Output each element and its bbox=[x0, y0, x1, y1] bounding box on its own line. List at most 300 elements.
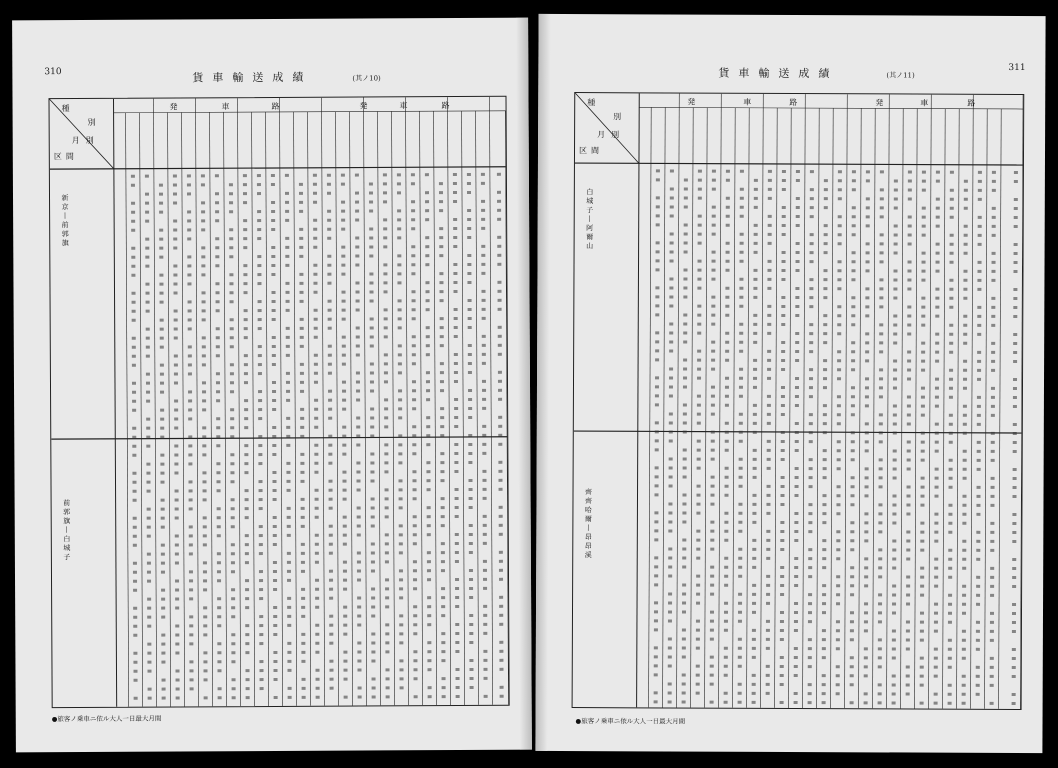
figure-mark bbox=[990, 639, 994, 642]
figure-mark bbox=[782, 251, 786, 254]
group-header: 路 bbox=[967, 98, 976, 108]
figure-mark bbox=[697, 359, 701, 362]
figure-mark bbox=[176, 687, 180, 690]
figure-mark bbox=[132, 292, 136, 295]
figure-mark bbox=[469, 533, 473, 536]
figure-mark bbox=[990, 522, 994, 525]
figure-mark bbox=[468, 443, 472, 446]
figure-mark bbox=[385, 650, 389, 653]
group-header: 車 bbox=[920, 98, 929, 108]
figure-mark bbox=[738, 566, 742, 569]
figure-mark bbox=[824, 197, 828, 200]
figure-mark bbox=[467, 227, 471, 230]
figure-mark bbox=[753, 476, 757, 479]
column-rule bbox=[747, 108, 750, 708]
figure-mark bbox=[356, 435, 360, 438]
figure-mark bbox=[668, 592, 672, 595]
figure-mark bbox=[398, 416, 402, 419]
figure-mark bbox=[794, 575, 798, 578]
figure-mark bbox=[795, 341, 799, 344]
column-rule bbox=[789, 108, 792, 708]
figure-mark bbox=[146, 310, 150, 313]
figure-mark bbox=[272, 426, 276, 429]
figure-mark bbox=[766, 665, 770, 668]
figure-mark bbox=[907, 333, 911, 336]
figure-mark bbox=[202, 444, 206, 447]
figure-mark bbox=[343, 570, 347, 573]
figure-mark bbox=[935, 270, 939, 273]
figure-mark bbox=[669, 277, 673, 280]
figure-mark bbox=[794, 611, 798, 614]
figure-mark bbox=[188, 444, 192, 447]
figure-mark bbox=[369, 272, 373, 275]
figure-mark bbox=[413, 578, 417, 581]
figure-mark bbox=[753, 458, 757, 461]
figure-mark bbox=[865, 296, 869, 299]
figure-mark bbox=[696, 512, 700, 515]
figure-mark bbox=[285, 210, 289, 213]
figure-mark bbox=[175, 579, 179, 582]
figure-mark bbox=[481, 218, 485, 221]
figure-mark bbox=[441, 632, 445, 635]
figure-mark bbox=[370, 479, 374, 482]
figure-mark bbox=[935, 441, 939, 444]
figure-mark bbox=[173, 237, 177, 240]
figure-mark bbox=[399, 533, 403, 536]
figure-mark bbox=[850, 674, 854, 677]
figure-mark bbox=[300, 426, 304, 429]
figure-mark bbox=[921, 486, 925, 489]
figure-mark bbox=[850, 665, 854, 668]
figure-mark bbox=[738, 665, 742, 668]
figure-mark bbox=[977, 441, 981, 444]
figure-mark bbox=[272, 309, 276, 312]
figure-mark bbox=[683, 458, 687, 461]
figure-mark bbox=[497, 245, 501, 248]
figure-mark bbox=[483, 632, 487, 635]
figure-mark bbox=[439, 245, 443, 248]
figure-mark bbox=[244, 399, 248, 402]
figure-mark bbox=[440, 344, 444, 347]
figure-mark bbox=[752, 656, 756, 659]
figure-mark bbox=[161, 517, 165, 520]
figure-mark bbox=[468, 362, 472, 365]
figure-mark bbox=[837, 467, 841, 470]
figure-mark bbox=[795, 269, 799, 272]
figure-mark bbox=[948, 621, 952, 624]
figure-mark bbox=[147, 508, 151, 511]
figure-mark bbox=[397, 182, 401, 185]
figure-mark bbox=[740, 251, 744, 254]
figure-mark bbox=[934, 576, 938, 579]
figure-mark bbox=[131, 220, 135, 223]
figure-mark bbox=[711, 278, 715, 281]
figure-mark bbox=[358, 687, 362, 690]
figure-mark bbox=[329, 570, 333, 573]
figure-mark bbox=[425, 263, 429, 266]
figure-mark bbox=[949, 387, 953, 390]
figure-mark bbox=[469, 596, 473, 599]
figure-mark bbox=[313, 246, 317, 249]
figure-mark bbox=[243, 246, 247, 249]
figure-mark bbox=[146, 292, 150, 295]
column-rule bbox=[476, 111, 479, 705]
figure-mark bbox=[964, 234, 968, 237]
figure-mark bbox=[427, 533, 431, 536]
figure-mark bbox=[217, 570, 221, 573]
figure-mark bbox=[173, 273, 177, 276]
figure-mark bbox=[908, 261, 912, 264]
figure-mark bbox=[160, 364, 164, 367]
figure-mark bbox=[963, 324, 967, 327]
figure-mark bbox=[202, 453, 206, 456]
figure-mark bbox=[258, 354, 262, 357]
figure-mark bbox=[411, 218, 415, 221]
column-rule bbox=[705, 108, 708, 708]
figure-mark bbox=[837, 314, 841, 317]
page-number: 311 bbox=[1008, 62, 1026, 74]
figure-mark bbox=[837, 269, 841, 272]
figure-mark bbox=[286, 471, 290, 474]
figure-mark bbox=[684, 251, 688, 254]
figure-mark bbox=[782, 233, 786, 236]
figure-mark bbox=[356, 291, 360, 294]
figure-mark bbox=[920, 549, 924, 552]
figure-mark bbox=[948, 648, 952, 651]
figure-mark bbox=[795, 287, 799, 290]
group-header: 路 bbox=[271, 101, 280, 111]
figure-mark bbox=[244, 381, 248, 384]
figure-mark bbox=[343, 489, 347, 492]
figure-mark bbox=[245, 561, 249, 564]
figure-mark bbox=[697, 278, 701, 281]
figure-mark bbox=[976, 648, 980, 651]
figure-mark bbox=[977, 468, 981, 471]
figure-mark bbox=[328, 390, 332, 393]
figure-mark bbox=[935, 450, 939, 453]
figure-mark bbox=[669, 439, 673, 442]
figure-mark bbox=[455, 650, 459, 653]
figure-mark bbox=[217, 669, 221, 672]
figure-mark bbox=[481, 272, 485, 275]
figure-mark bbox=[948, 639, 952, 642]
figure-mark bbox=[794, 620, 798, 623]
figure-mark bbox=[271, 174, 275, 177]
figure-mark bbox=[356, 336, 360, 339]
figure-mark bbox=[371, 515, 375, 518]
figure-mark bbox=[161, 643, 165, 646]
figure-mark bbox=[921, 270, 925, 273]
column-rule bbox=[224, 112, 227, 706]
figure-mark bbox=[499, 515, 503, 518]
figure-mark bbox=[385, 542, 389, 545]
figure-mark bbox=[273, 624, 277, 627]
figure-mark bbox=[203, 570, 207, 573]
figure-mark bbox=[963, 297, 967, 300]
figure-mark bbox=[497, 281, 501, 284]
figure-mark bbox=[243, 183, 247, 186]
figure-mark bbox=[753, 422, 757, 425]
figure-mark bbox=[327, 192, 331, 195]
figure-mark bbox=[203, 579, 207, 582]
figure-mark bbox=[202, 435, 206, 438]
figure-mark bbox=[894, 206, 898, 209]
column-rule bbox=[817, 108, 820, 708]
figure-mark bbox=[245, 651, 249, 654]
figure-mark bbox=[752, 683, 756, 686]
figure-mark bbox=[1012, 612, 1016, 615]
figure-mark bbox=[836, 647, 840, 650]
figure-mark bbox=[922, 252, 926, 255]
figure-mark bbox=[991, 459, 995, 462]
figure-mark bbox=[273, 516, 277, 519]
figure-mark bbox=[159, 274, 163, 277]
figure-mark bbox=[738, 557, 742, 560]
figure-mark bbox=[668, 511, 672, 514]
figure-mark bbox=[878, 656, 882, 659]
figure-mark bbox=[809, 287, 813, 290]
figure-mark bbox=[907, 495, 911, 498]
figure-mark bbox=[384, 380, 388, 383]
figure-mark bbox=[767, 449, 771, 452]
figure-mark bbox=[808, 557, 812, 560]
figure-mark bbox=[865, 395, 869, 398]
figure-mark bbox=[725, 377, 729, 380]
figure-mark bbox=[850, 548, 854, 551]
figure-mark bbox=[356, 480, 360, 483]
figure-mark bbox=[696, 530, 700, 533]
figure-mark bbox=[654, 673, 658, 676]
figure-mark bbox=[357, 534, 361, 537]
figure-mark bbox=[837, 440, 841, 443]
figure-mark bbox=[161, 652, 165, 655]
figure-mark bbox=[752, 647, 756, 650]
figure-mark bbox=[356, 426, 360, 429]
figure-mark bbox=[836, 593, 840, 596]
figure-mark bbox=[469, 506, 473, 509]
figure-mark bbox=[412, 452, 416, 455]
figure-mark bbox=[697, 332, 701, 335]
figure-mark bbox=[188, 372, 192, 375]
figure-mark bbox=[203, 543, 207, 546]
figure-mark bbox=[441, 569, 445, 572]
figure-mark bbox=[187, 264, 191, 267]
figure-mark bbox=[230, 390, 234, 393]
figure-mark bbox=[655, 349, 659, 352]
figure-mark bbox=[244, 453, 248, 456]
figure-mark bbox=[481, 254, 485, 257]
figure-mark bbox=[864, 566, 868, 569]
figure-mark bbox=[426, 326, 430, 329]
figure-mark bbox=[725, 359, 729, 362]
section-label: 白城子—阿爾山 bbox=[585, 188, 594, 252]
figure-mark bbox=[794, 521, 798, 524]
figure-mark bbox=[698, 233, 702, 236]
figure-mark bbox=[668, 520, 672, 523]
figure-mark bbox=[823, 458, 827, 461]
figure-mark bbox=[131, 184, 135, 187]
figure-mark bbox=[880, 197, 884, 200]
figure-mark bbox=[822, 566, 826, 569]
column-rule bbox=[378, 111, 381, 705]
figure-mark bbox=[313, 174, 317, 177]
figure-mark bbox=[327, 174, 331, 177]
figure-mark bbox=[286, 417, 290, 420]
figure-mark bbox=[425, 254, 429, 257]
figure-mark bbox=[174, 372, 178, 375]
column-rule bbox=[462, 111, 465, 705]
figure-mark bbox=[935, 432, 939, 435]
figure-mark bbox=[990, 504, 994, 507]
figure-mark bbox=[670, 259, 674, 262]
figure-mark bbox=[921, 405, 925, 408]
figure-mark bbox=[809, 458, 813, 461]
figure-mark bbox=[920, 531, 924, 534]
figure-mark bbox=[823, 314, 827, 317]
figure-mark bbox=[991, 306, 995, 309]
figure-mark bbox=[936, 261, 940, 264]
figure-mark bbox=[936, 225, 940, 228]
figure-mark bbox=[386, 686, 390, 689]
figure-mark bbox=[710, 638, 714, 641]
figure-mark bbox=[837, 287, 841, 290]
figure-mark bbox=[864, 530, 868, 533]
figure-mark bbox=[682, 674, 686, 677]
figure-mark bbox=[441, 641, 445, 644]
figure-mark bbox=[683, 404, 687, 407]
figure-mark bbox=[893, 413, 897, 416]
figure-mark bbox=[866, 206, 870, 209]
figure-mark bbox=[838, 170, 842, 173]
figure-mark bbox=[907, 378, 911, 381]
figure-mark bbox=[315, 552, 319, 555]
figure-mark bbox=[851, 323, 855, 326]
figure-mark bbox=[990, 657, 994, 660]
group-header: 発 bbox=[687, 97, 696, 107]
figure-mark bbox=[739, 467, 743, 470]
figure-mark bbox=[697, 458, 701, 461]
figure-mark bbox=[976, 621, 980, 624]
figure-mark bbox=[342, 318, 346, 321]
figure-mark bbox=[259, 633, 263, 636]
figure-mark bbox=[246, 687, 250, 690]
figure-mark bbox=[823, 449, 827, 452]
figure-mark bbox=[920, 702, 924, 705]
figure-mark bbox=[467, 182, 471, 185]
figure-mark bbox=[243, 282, 247, 285]
figure-mark bbox=[468, 344, 472, 347]
figure-mark bbox=[467, 173, 471, 176]
figure-mark bbox=[133, 544, 137, 547]
figure-mark bbox=[369, 191, 373, 194]
figure-mark bbox=[455, 560, 459, 563]
figure-mark bbox=[357, 624, 361, 627]
figure-mark bbox=[836, 503, 840, 506]
figure-mark bbox=[948, 657, 952, 660]
figure-mark bbox=[286, 327, 290, 330]
figure-mark bbox=[203, 498, 207, 501]
figure-mark bbox=[327, 210, 331, 213]
figure-mark bbox=[684, 206, 688, 209]
figure-mark bbox=[683, 476, 687, 479]
figure-mark bbox=[822, 656, 826, 659]
figure-mark bbox=[880, 215, 884, 218]
figure-mark bbox=[258, 300, 262, 303]
figure-mark bbox=[655, 439, 659, 442]
figure-mark bbox=[710, 584, 714, 587]
figure-mark bbox=[852, 215, 856, 218]
figure-mark bbox=[454, 317, 458, 320]
figure-mark bbox=[343, 651, 347, 654]
figure-mark bbox=[698, 170, 702, 173]
figure-mark bbox=[808, 692, 812, 695]
figure-mark bbox=[454, 308, 458, 311]
figure-mark bbox=[440, 317, 444, 320]
figure-mark bbox=[808, 521, 812, 524]
figure-mark bbox=[273, 543, 277, 546]
figure-mark bbox=[498, 470, 502, 473]
column-rule bbox=[733, 108, 736, 708]
figure-mark bbox=[215, 210, 219, 213]
figure-mark bbox=[147, 598, 151, 601]
figure-mark bbox=[384, 407, 388, 410]
figure-mark bbox=[991, 396, 995, 399]
figure-mark bbox=[175, 561, 179, 564]
figure-mark bbox=[498, 398, 502, 401]
figure-mark bbox=[838, 197, 842, 200]
figure-mark bbox=[865, 350, 869, 353]
figure-mark bbox=[161, 607, 165, 610]
figure-mark bbox=[272, 399, 276, 402]
figure-mark bbox=[683, 278, 687, 281]
figure-mark bbox=[453, 182, 457, 185]
figure-mark bbox=[314, 381, 318, 384]
figure-mark bbox=[273, 669, 277, 672]
figure-mark bbox=[315, 651, 319, 654]
figure-mark bbox=[161, 661, 165, 664]
figure-mark bbox=[161, 562, 165, 565]
figure-mark bbox=[160, 301, 164, 304]
figure-mark bbox=[977, 450, 981, 453]
figure-mark bbox=[300, 372, 304, 375]
figure-mark bbox=[161, 508, 165, 511]
figure-mark bbox=[726, 251, 730, 254]
figure-mark bbox=[682, 602, 686, 605]
figure-mark bbox=[655, 313, 659, 316]
figure-mark bbox=[752, 503, 756, 506]
figure-mark bbox=[315, 588, 319, 591]
page-subtitle: (其ノ10) bbox=[352, 74, 381, 83]
figure-mark bbox=[498, 434, 502, 437]
figure-mark bbox=[712, 260, 716, 263]
figure-mark bbox=[976, 684, 980, 687]
figure-mark bbox=[454, 425, 458, 428]
figure-mark bbox=[809, 485, 813, 488]
figure-mark bbox=[963, 279, 967, 282]
figure-mark bbox=[668, 664, 672, 667]
figure-mark bbox=[823, 278, 827, 281]
figure-mark bbox=[906, 594, 910, 597]
figure-mark bbox=[768, 233, 772, 236]
figure-mark bbox=[230, 363, 234, 366]
figure-mark bbox=[453, 173, 457, 176]
figure-mark bbox=[131, 202, 135, 205]
figure-mark bbox=[287, 615, 291, 618]
figure-mark bbox=[425, 218, 429, 221]
figure-mark bbox=[287, 651, 291, 654]
figure-mark bbox=[668, 565, 672, 568]
figure-mark bbox=[822, 548, 826, 551]
